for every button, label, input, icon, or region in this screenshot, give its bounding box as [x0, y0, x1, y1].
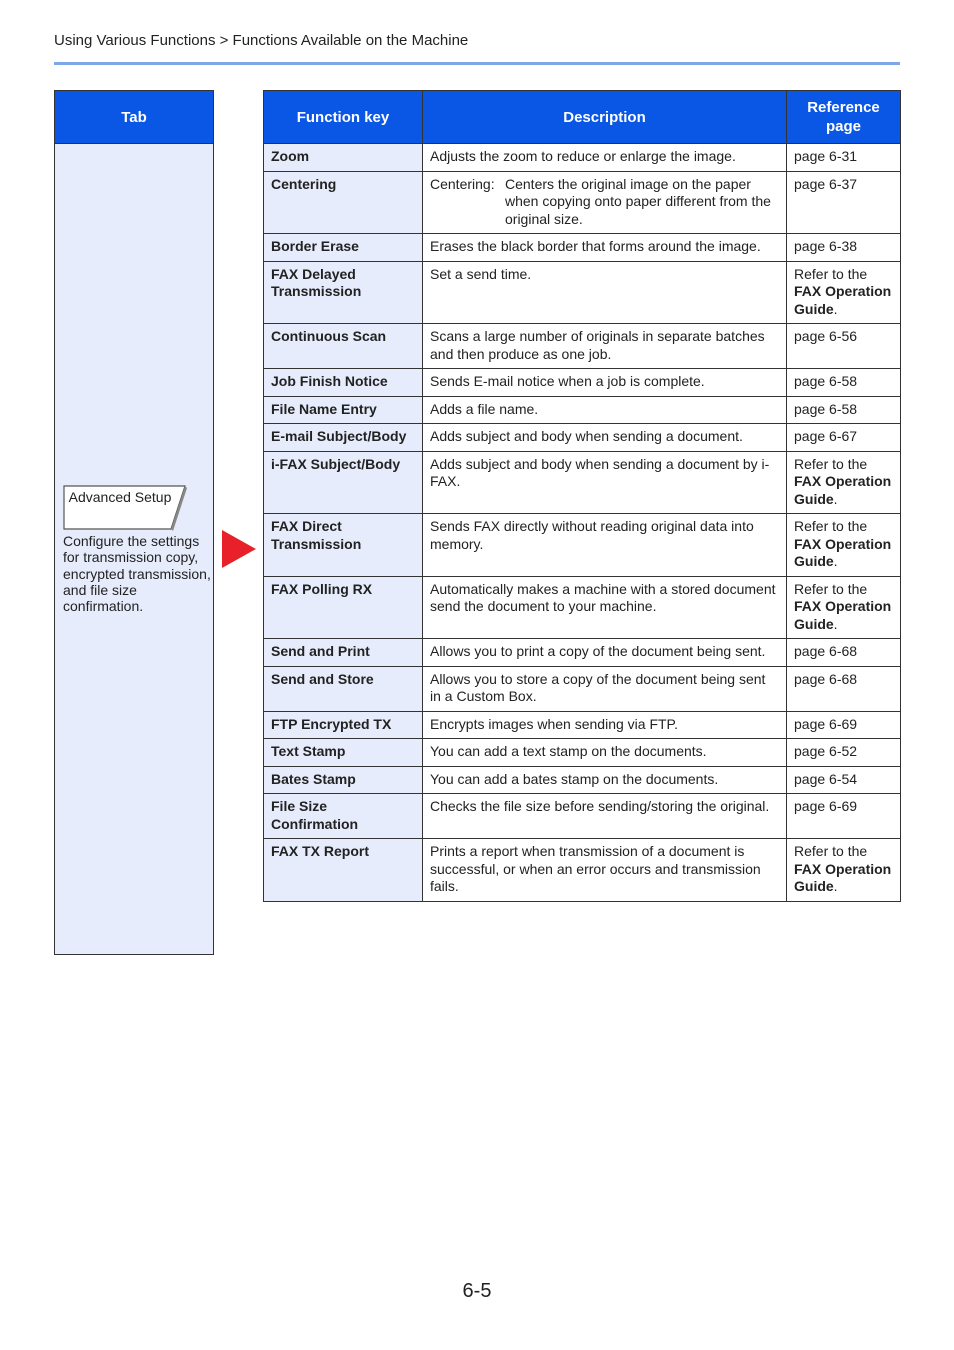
table-row	[264, 514, 901, 577]
reference-cell: page 6-31	[787, 144, 901, 172]
reference-suffix: .	[833, 553, 838, 569]
description-cell	[423, 171, 787, 234]
reference-prefix: Refer to the	[794, 265, 868, 282]
description-cell: Erases the black border that forms around the image.	[423, 234, 787, 262]
table-row	[264, 639, 901, 667]
reference-cell: page 6-38	[787, 234, 901, 262]
table-row	[264, 839, 901, 902]
table-row	[264, 739, 901, 767]
table-row	[264, 396, 901, 424]
function-key-cell: FAX TX Report	[264, 839, 423, 902]
function-key-cell: FAX Direct Transmission	[264, 514, 423, 577]
reference-cell	[787, 839, 901, 902]
function-key-cell: Text Stamp	[264, 739, 423, 767]
description-cell: You can add a bates stamp on the documents.	[423, 766, 787, 794]
description-cell: Checks the file size before sending/storing the original.	[423, 794, 787, 839]
reference-cell: page 6-37	[787, 171, 901, 234]
reference-cell: page 6-68	[787, 639, 901, 667]
function-key-cell: Zoom	[264, 144, 423, 172]
function-key-cell: Job Finish Notice	[264, 369, 423, 397]
reference-guide-name: FAX Operation Guide	[794, 473, 892, 507]
description-cell: Sends FAX directly without reading original data into memory.	[423, 514, 787, 577]
reference-cell	[787, 514, 901, 577]
reference-suffix: .	[833, 878, 838, 894]
table-row	[264, 794, 901, 839]
reference-guide-name: FAX Operation Guide	[794, 535, 892, 569]
table-row	[264, 766, 901, 794]
table-row	[264, 576, 901, 639]
reference-suffix: .	[833, 300, 838, 317]
table-row	[264, 144, 901, 172]
function-key-cell: i-FAX Subject/Body	[264, 451, 423, 514]
description-text: Centers the original image on the paper when copying onto paper different from the original size.	[505, 175, 771, 227]
function-key-cell: Centering	[264, 171, 423, 234]
description-cell: Adds subject and body when sending a document by i-FAX.	[423, 451, 787, 514]
reference-guide-name: FAX Operation Guide	[794, 283, 892, 317]
tab-description: Configure the settings for transmission copy, encrypted transmission, and file size confirmation.	[63, 533, 211, 615]
arrow-right-icon	[222, 530, 256, 568]
table-row	[264, 666, 901, 711]
description-cell: Prints a report when transmission of a document is successful, or when an error occurs and transmission fails.	[423, 839, 787, 902]
table-row	[264, 234, 901, 262]
function-key-header: Function key	[264, 91, 423, 144]
reference-prefix: Refer to the	[794, 518, 868, 534]
reference-guide-name: FAX Operation Guide	[794, 860, 892, 894]
reference-suffix: .	[833, 615, 838, 632]
description-cell: Allows you to print a copy of the document being sent.	[423, 639, 787, 667]
description-cell: Adds a file name.	[423, 396, 787, 424]
table-row	[264, 171, 901, 234]
function-key-cell: E-mail Subject/Body	[264, 424, 423, 452]
reference-prefix: Refer to the	[794, 843, 868, 859]
header-rule	[54, 62, 900, 65]
reference-cell	[787, 261, 901, 324]
function-table	[263, 90, 901, 902]
table-row	[264, 369, 901, 397]
description-cell: Scans a large number of originals in separate batches and then produce as one job.	[423, 324, 787, 369]
reference-cell: page 6-58	[787, 369, 901, 397]
function-key-cell: File Size Confirmation	[264, 794, 423, 839]
reference-cell	[787, 576, 901, 639]
description-cell: Set a send time.	[423, 261, 787, 324]
reference-header: Reference page	[787, 91, 901, 144]
table-row	[264, 711, 901, 739]
reference-cell: page 6-52	[787, 739, 901, 767]
advanced-setup-tab-key	[63, 485, 185, 529]
reference-cell: page 6-54	[787, 766, 901, 794]
function-key-cell: Border Erase	[264, 234, 423, 262]
function-key-cell: Bates Stamp	[264, 766, 423, 794]
function-key-cell: File Name Entry	[264, 396, 423, 424]
reference-cell: page 6-68	[787, 666, 901, 711]
description-cell: Encrypts images when sending via FTP.	[423, 711, 787, 739]
reference-cell: page 6-56	[787, 324, 901, 369]
tab-column-header: Tab	[55, 91, 213, 144]
description-label: Centering:	[430, 175, 495, 192]
description-cell: Allows you to store a copy of the document being sent in a Custom Box.	[423, 666, 787, 711]
breadcrumb: Using Various Functions > Functions Available on the Machine	[54, 32, 469, 49]
function-key-cell: FTP Encrypted TX	[264, 711, 423, 739]
table-row	[264, 261, 901, 324]
tab-column	[54, 90, 214, 955]
table-row	[264, 424, 901, 452]
reference-prefix: Refer to the	[794, 455, 868, 472]
reference-cell: page 6-69	[787, 794, 901, 839]
reference-cell	[787, 451, 901, 514]
description-cell: You can add a text stamp on the documents.	[423, 739, 787, 767]
tab-key-label: Advanced Setup	[68, 489, 172, 505]
description-cell: Adds subject and body when sending a document.	[423, 424, 787, 452]
function-key-cell: FAX Polling RX	[264, 576, 423, 639]
reference-cell: page 6-58	[787, 396, 901, 424]
reference-suffix: .	[833, 490, 838, 507]
reference-cell: page 6-69	[787, 711, 901, 739]
page-number: 6-5	[462, 1280, 492, 1302]
description-header: Description	[423, 91, 787, 144]
function-key-cell: Send and Print	[264, 639, 423, 667]
description-cell: Sends E-mail notice when a job is complete.	[423, 369, 787, 397]
reference-prefix: Refer to the	[794, 580, 868, 597]
table-row	[264, 451, 901, 514]
function-key-cell: FAX Delayed Transmission	[264, 261, 423, 324]
table-row	[264, 324, 901, 369]
description-cell: Adjusts the zoom to reduce or enlarge the image.	[423, 144, 787, 172]
function-key-cell: Continuous Scan	[264, 324, 423, 369]
description-cell: Automatically makes a machine with a stored document send the document to your machine.	[423, 576, 787, 639]
reference-guide-name: FAX Operation Guide	[794, 598, 892, 632]
table-header-row	[264, 91, 901, 144]
reference-cell: page 6-67	[787, 424, 901, 452]
function-key-cell: Send and Store	[264, 666, 423, 711]
